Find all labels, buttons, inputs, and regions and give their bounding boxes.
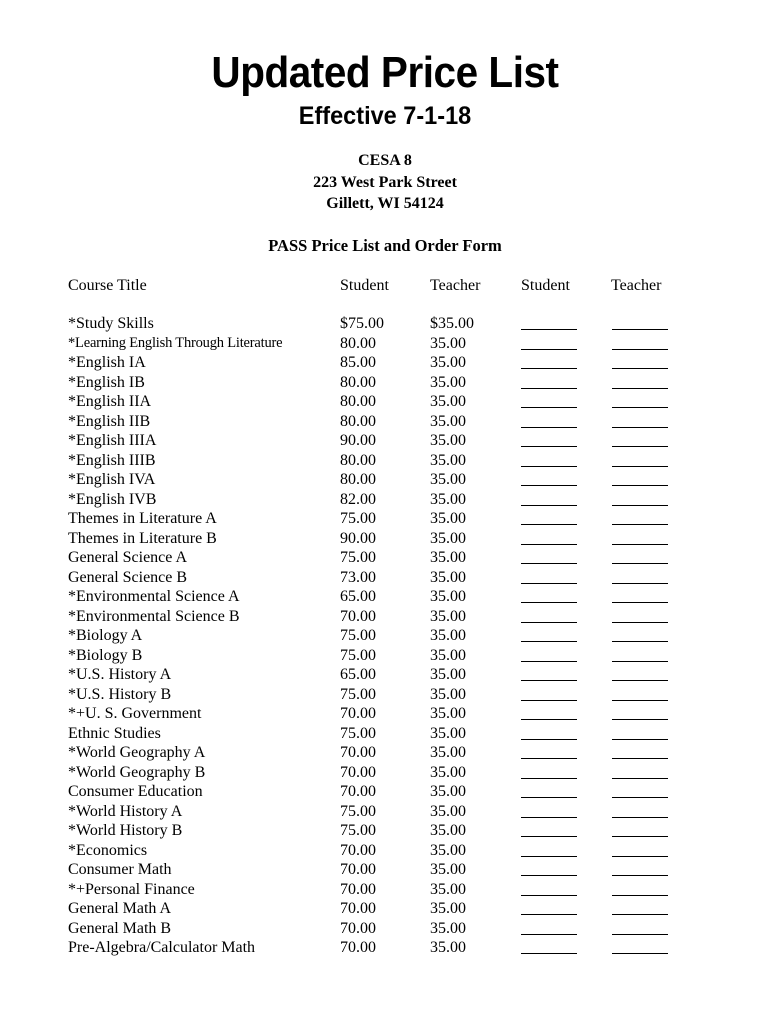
header-teacher-price: Teacher xyxy=(430,277,481,294)
student-order-blank[interactable] xyxy=(521,836,577,837)
teacher-order-blank[interactable] xyxy=(612,427,668,428)
teacher-price: 35.00 xyxy=(430,432,466,449)
table-row xyxy=(0,919,770,939)
teacher-price: 35.00 xyxy=(430,510,466,527)
course-title: *English IIIB xyxy=(68,451,156,469)
header-order-teacher: Teacher xyxy=(611,277,662,294)
teacher-order-blank[interactable] xyxy=(612,875,668,876)
teacher-order-blank[interactable] xyxy=(612,368,668,369)
student-price: 70.00 xyxy=(340,900,376,917)
table-row xyxy=(0,373,770,393)
teacher-price: 35.00 xyxy=(430,451,466,469)
table-row xyxy=(0,626,770,646)
table-row xyxy=(0,724,770,744)
table-row xyxy=(0,431,770,451)
teacher-price: 35.00 xyxy=(430,646,466,664)
student-order-blank[interactable] xyxy=(521,583,577,584)
teacher-price: 35.00 xyxy=(430,666,466,683)
student-order-blank[interactable] xyxy=(521,329,577,330)
student-order-blank[interactable] xyxy=(521,388,577,389)
course-title: *English IB xyxy=(68,373,145,391)
teacher-price: 35.00 xyxy=(430,588,466,605)
table-row xyxy=(0,470,770,490)
teacher-price: 35.00 xyxy=(430,412,466,430)
student-order-blank[interactable] xyxy=(521,778,577,779)
teacher-price: 35.00 xyxy=(430,802,466,820)
student-price: 70.00 xyxy=(340,841,376,859)
student-price: 80.00 xyxy=(340,471,376,488)
student-price: 75.00 xyxy=(340,802,376,820)
table-row xyxy=(0,743,770,763)
course-title: *Environmental Science B xyxy=(68,607,240,625)
table-row xyxy=(0,704,770,724)
student-price: 70.00 xyxy=(340,783,376,800)
teacher-price: 35.00 xyxy=(430,568,466,586)
student-order-blank[interactable] xyxy=(521,758,577,759)
teacher-order-blank[interactable] xyxy=(612,641,668,642)
teacher-order-blank[interactable] xyxy=(612,583,668,584)
table-row xyxy=(0,860,770,880)
student-price: 70.00 xyxy=(340,919,376,937)
page-title: Updated Price List xyxy=(211,48,559,97)
teacher-order-blank[interactable] xyxy=(612,778,668,779)
student-order-blank[interactable] xyxy=(521,700,577,701)
course-title: *World History B xyxy=(68,822,183,839)
course-title: *Economics xyxy=(68,841,148,859)
teacher-order-blank[interactable] xyxy=(612,953,668,954)
student-order-blank[interactable] xyxy=(521,797,577,798)
table-row xyxy=(0,899,770,919)
teacher-order-blank[interactable] xyxy=(612,466,668,467)
student-order-blank[interactable] xyxy=(521,427,577,428)
student-order-blank[interactable] xyxy=(521,914,577,915)
student-order-blank[interactable] xyxy=(521,875,577,876)
student-price: 70.00 xyxy=(340,939,376,956)
student-order-blank[interactable] xyxy=(521,563,577,564)
student-price: $75.00 xyxy=(340,315,384,332)
student-price: 70.00 xyxy=(340,880,376,898)
teacher-price: $35.00 xyxy=(430,315,474,332)
table-row xyxy=(0,685,770,705)
table-row xyxy=(0,841,770,861)
student-order-blank[interactable] xyxy=(521,934,577,935)
course-title: *World Geography B xyxy=(68,763,206,781)
teacher-order-blank[interactable] xyxy=(612,856,668,857)
table-row xyxy=(0,646,770,666)
teacher-order-blank[interactable] xyxy=(612,661,668,662)
student-price: 75.00 xyxy=(340,685,376,703)
table-row xyxy=(0,821,770,841)
student-order-blank[interactable] xyxy=(521,895,577,896)
teacher-price: 35.00 xyxy=(430,783,466,800)
table-row xyxy=(0,665,770,685)
table-row xyxy=(0,763,770,783)
student-order-blank[interactable] xyxy=(521,544,577,545)
teacher-order-blank[interactable] xyxy=(612,563,668,564)
course-title: *English IA xyxy=(68,354,146,371)
student-order-blank[interactable] xyxy=(521,641,577,642)
student-price: 65.00 xyxy=(340,666,376,683)
student-price: 80.00 xyxy=(340,451,376,469)
teacher-order-blank[interactable] xyxy=(612,505,668,506)
student-order-blank[interactable] xyxy=(521,622,577,623)
student-order-blank[interactable] xyxy=(521,466,577,467)
student-order-blank[interactable] xyxy=(521,602,577,603)
course-title: *English IIB xyxy=(68,412,151,430)
student-price: 70.00 xyxy=(340,607,376,625)
course-title: Consumer Education xyxy=(68,783,203,800)
table-row xyxy=(0,412,770,432)
teacher-order-blank[interactable] xyxy=(612,407,668,408)
teacher-order-blank[interactable] xyxy=(612,895,668,896)
teacher-order-blank[interactable] xyxy=(612,544,668,545)
course-title: Themes in Literature B xyxy=(68,529,217,547)
course-title: *Study Skills xyxy=(68,315,154,332)
teacher-price: 35.00 xyxy=(430,354,466,371)
course-title: *Learning English Through Literature xyxy=(68,334,283,351)
student-order-blank[interactable] xyxy=(521,446,577,447)
course-title: Themes in Literature A xyxy=(68,510,217,527)
course-title: *U.S. History A xyxy=(68,666,172,683)
student-order-blank[interactable] xyxy=(521,485,577,486)
teacher-price: 35.00 xyxy=(430,724,466,742)
teacher-price: 35.00 xyxy=(430,861,466,878)
street-address: 223 West Park Street xyxy=(313,174,457,191)
teacher-order-blank[interactable] xyxy=(612,914,668,915)
teacher-price: 35.00 xyxy=(430,607,466,625)
course-title: *+U. S. Government xyxy=(68,705,202,722)
teacher-order-blank[interactable] xyxy=(612,329,668,330)
student-order-blank[interactable] xyxy=(521,349,577,350)
teacher-price: 35.00 xyxy=(430,841,466,859)
teacher-order-blank[interactable] xyxy=(612,446,668,447)
student-price: 90.00 xyxy=(340,432,376,449)
teacher-order-blank[interactable] xyxy=(612,836,668,837)
student-order-blank[interactable] xyxy=(521,505,577,506)
table-row xyxy=(0,938,770,958)
student-price: 75.00 xyxy=(340,549,376,566)
student-order-blank[interactable] xyxy=(521,953,577,954)
student-price: 82.00 xyxy=(340,490,376,508)
teacher-price: 35.00 xyxy=(430,490,466,508)
student-price: 80.00 xyxy=(340,412,376,430)
student-price: 75.00 xyxy=(340,510,376,527)
student-price: 70.00 xyxy=(340,705,376,722)
table-row xyxy=(0,334,770,354)
effective-date: Effective 7-1-18 xyxy=(298,102,472,130)
form-title: PASS Price List and Order Form xyxy=(268,236,502,255)
teacher-order-blank[interactable] xyxy=(612,388,668,389)
teacher-order-blank[interactable] xyxy=(612,934,668,935)
teacher-price: 35.00 xyxy=(430,900,466,917)
teacher-order-blank[interactable] xyxy=(612,797,668,798)
student-order-blank[interactable] xyxy=(521,856,577,857)
course-title: *World History A xyxy=(68,802,183,820)
teacher-order-blank[interactable] xyxy=(612,622,668,623)
teacher-price: 35.00 xyxy=(430,529,466,547)
course-title: General Science B xyxy=(68,568,188,586)
student-price: 75.00 xyxy=(340,822,376,839)
student-order-blank[interactable] xyxy=(521,407,577,408)
teacher-order-blank[interactable] xyxy=(612,817,668,818)
table-row xyxy=(0,451,770,471)
teacher-order-blank[interactable] xyxy=(612,349,668,350)
course-title: *Biology B xyxy=(68,646,143,664)
table-row xyxy=(0,392,770,412)
price-table xyxy=(0,314,770,958)
course-title: *English IVB xyxy=(68,490,157,508)
student-price: 80.00 xyxy=(340,373,376,391)
course-title: General Math B xyxy=(68,919,172,937)
table-row xyxy=(0,314,770,334)
student-order-blank[interactable] xyxy=(521,680,577,681)
course-title: *Biology A xyxy=(68,627,143,644)
student-order-blank[interactable] xyxy=(521,368,577,369)
teacher-order-blank[interactable] xyxy=(612,680,668,681)
teacher-order-blank[interactable] xyxy=(612,758,668,759)
student-price: 73.00 xyxy=(340,568,376,586)
course-title: Pre-Algebra/Calculator Math xyxy=(68,939,256,956)
student-order-blank[interactable] xyxy=(521,661,577,662)
course-title: General Science A xyxy=(68,549,188,566)
course-title: General Math A xyxy=(68,900,172,917)
course-title: *Environmental Science A xyxy=(68,588,240,605)
teacher-price: 35.00 xyxy=(430,373,466,391)
course-title: *English IIIA xyxy=(68,432,157,449)
table-row xyxy=(0,607,770,627)
teacher-price: 35.00 xyxy=(430,549,466,566)
city-address: Gillett, WI 54124 xyxy=(326,195,444,212)
student-order-blank[interactable] xyxy=(521,817,577,818)
table-row xyxy=(0,548,770,568)
teacher-price: 35.00 xyxy=(430,334,466,352)
table-row xyxy=(0,802,770,822)
student-price: 70.00 xyxy=(340,861,376,878)
student-price: 80.00 xyxy=(340,393,376,410)
teacher-order-blank[interactable] xyxy=(612,739,668,740)
org-name: CESA 8 xyxy=(358,152,412,169)
student-price: 80.00 xyxy=(340,334,376,352)
course-title: *English IIA xyxy=(68,393,152,410)
course-title: *English IVA xyxy=(68,471,156,488)
table-row xyxy=(0,490,770,510)
teacher-order-blank[interactable] xyxy=(612,719,668,720)
course-title: *World Geography A xyxy=(68,744,206,761)
teacher-price: 35.00 xyxy=(430,393,466,410)
teacher-price: 35.00 xyxy=(430,880,466,898)
table-row xyxy=(0,509,770,529)
course-title: *U.S. History B xyxy=(68,685,172,703)
table-row xyxy=(0,353,770,373)
student-price: 85.00 xyxy=(340,354,376,371)
student-price: 65.00 xyxy=(340,588,376,605)
course-title: Ethnic Studies xyxy=(68,724,161,742)
table-row xyxy=(0,782,770,802)
teacher-price: 35.00 xyxy=(430,627,466,644)
table-row xyxy=(0,529,770,549)
header-course-title: Course Title xyxy=(68,277,147,294)
student-order-blank[interactable] xyxy=(521,739,577,740)
teacher-order-blank[interactable] xyxy=(612,700,668,701)
student-order-blank[interactable] xyxy=(521,719,577,720)
student-price: 75.00 xyxy=(340,627,376,644)
table-row xyxy=(0,880,770,900)
teacher-price: 35.00 xyxy=(430,822,466,839)
header-order-student: Student xyxy=(521,277,570,294)
student-price: 70.00 xyxy=(340,763,376,781)
teacher-price: 35.00 xyxy=(430,705,466,722)
teacher-price: 35.00 xyxy=(430,471,466,488)
teacher-order-blank[interactable] xyxy=(612,602,668,603)
student-price: 75.00 xyxy=(340,646,376,664)
teacher-order-blank[interactable] xyxy=(612,485,668,486)
student-price: 75.00 xyxy=(340,724,376,742)
teacher-price: 35.00 xyxy=(430,919,466,937)
student-order-blank[interactable] xyxy=(521,524,577,525)
teacher-price: 35.00 xyxy=(430,763,466,781)
student-price: 90.00 xyxy=(340,529,376,547)
teacher-price: 35.00 xyxy=(430,744,466,761)
table-row xyxy=(0,587,770,607)
student-price: 70.00 xyxy=(340,744,376,761)
course-title: Consumer Math xyxy=(68,861,172,878)
teacher-price: 35.00 xyxy=(430,939,466,956)
table-row xyxy=(0,568,770,588)
teacher-price: 35.00 xyxy=(430,685,466,703)
header-student-price: Student xyxy=(340,277,389,294)
teacher-order-blank[interactable] xyxy=(612,524,668,525)
course-title: *+Personal Finance xyxy=(68,880,195,898)
